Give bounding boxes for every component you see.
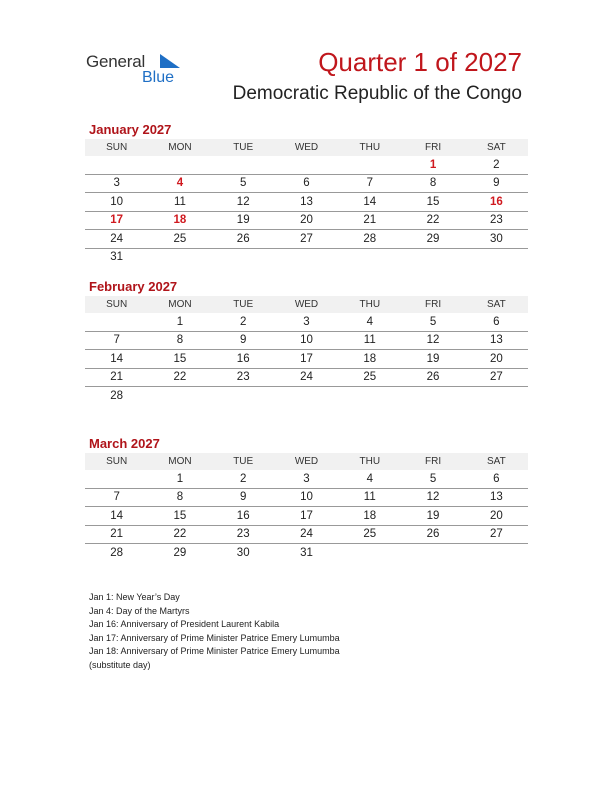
day-cell: 2: [212, 313, 275, 331]
weekday-header: TUE: [212, 453, 275, 470]
weekday-header: TUE: [212, 139, 275, 156]
day-cell: 4: [148, 174, 211, 193]
day-cell: 15: [148, 507, 211, 526]
weekday-header: MON: [148, 139, 211, 156]
day-cell: [275, 248, 338, 266]
week-row: [85, 488, 528, 507]
day-cell: 20: [465, 350, 528, 369]
month-title: February 2027: [89, 279, 178, 294]
day-cell: 13: [465, 488, 528, 507]
day-cell: 23: [465, 211, 528, 230]
day-cell: 3: [275, 313, 338, 331]
day-cell: [275, 387, 338, 405]
weekday-header: SUN: [85, 453, 148, 470]
day-cell: 26: [212, 230, 275, 249]
day-cell: 6: [275, 174, 338, 193]
day-cell: [148, 156, 211, 174]
day-cell: [465, 387, 528, 405]
day-cell: 29: [173, 546, 187, 559]
weekday-header-row: [85, 296, 528, 313]
holiday-note: Jan 18: Anniversary of Prime Minister Patrice Emery Lumumba: [89, 646, 340, 656]
day-cell: 1: [148, 470, 211, 488]
weekday-header: THU: [338, 296, 401, 313]
day-cell: 25: [338, 525, 401, 544]
holiday-note: Jan 17: Anniversary of Prime Minister Patrice Emery Lumumba: [89, 632, 340, 643]
day-cell: 27: [275, 230, 338, 249]
day-cell: 12: [401, 488, 464, 507]
day-cell: 26: [401, 525, 464, 544]
week-row: [85, 331, 528, 350]
weekday-header: WED: [275, 453, 338, 470]
day-cell: 2: [212, 470, 275, 488]
country-name: Democratic Republic of the Congo: [232, 83, 522, 104]
day-cell: [465, 248, 528, 266]
weekday-header: THU: [338, 139, 401, 156]
day-cell: 24: [275, 525, 338, 544]
day-cell: 28: [110, 389, 124, 402]
day-cell: 31: [110, 251, 124, 264]
weekday-header: FRI: [401, 453, 464, 470]
day-cell: [212, 248, 275, 266]
day-cell: 14: [338, 193, 401, 212]
weekday-header: SAT: [465, 139, 528, 156]
day-cell: [148, 387, 211, 405]
day-cell: 12: [401, 331, 464, 350]
day-cell: 1: [148, 313, 211, 331]
day-cell: 7: [85, 488, 148, 507]
day-cell: 20: [275, 211, 338, 230]
day-cell: 30: [236, 546, 250, 559]
day-cell: 1: [401, 156, 464, 174]
day-cell: [401, 248, 464, 266]
weekday-header: WED: [275, 139, 338, 156]
day-cell: 24: [85, 230, 148, 249]
day-cell: 4: [338, 313, 401, 331]
day-cell: 20: [465, 507, 528, 526]
day-cell: 21: [85, 368, 148, 387]
day-cell: 23: [212, 525, 275, 544]
day-cell: 19: [401, 350, 464, 369]
page-title: Quarter 1 of 2027: [318, 47, 522, 77]
day-cell: 10: [275, 488, 338, 507]
day-cell: 15: [401, 193, 464, 212]
day-cell: 14: [85, 507, 148, 526]
day-cell: 19: [212, 211, 275, 230]
day-cell: 10: [275, 331, 338, 350]
day-cell: [465, 544, 528, 562]
day-cell: 8: [401, 174, 464, 193]
month-march: [85, 435, 528, 562]
month-february: [85, 278, 528, 405]
month-title: March 2027: [89, 436, 160, 451]
day-cell: 10: [85, 193, 148, 212]
weekday-header: SUN: [85, 139, 148, 156]
day-cell: 8: [148, 488, 211, 507]
day-cell: 21: [338, 211, 401, 230]
calendar-grid: [85, 296, 528, 405]
month-title: January 2027: [89, 122, 172, 137]
logo-triangle-icon: [160, 54, 180, 70]
day-cell: 3: [275, 470, 338, 488]
day-cell: 13: [465, 331, 528, 350]
day-cell: 22: [148, 525, 211, 544]
day-cell: 5: [401, 313, 464, 331]
weekday-header: WED: [275, 296, 338, 313]
week-row: [85, 211, 528, 230]
day-cell: 6: [465, 470, 528, 488]
day-cell: [401, 387, 464, 405]
week-row: [85, 313, 528, 331]
day-cell: 22: [148, 368, 211, 387]
day-cell: 27: [465, 525, 528, 544]
day-cell: 21: [85, 525, 148, 544]
holiday-note: Jan 16: Anniversary of President Laurent Kabila: [89, 619, 280, 629]
logo-text-blue: Blue: [142, 69, 175, 86]
day-cell: [338, 544, 401, 562]
day-cell: 8: [148, 331, 211, 350]
day-cell: 17: [275, 350, 338, 369]
day-cell: 26: [401, 368, 464, 387]
day-cell: [85, 470, 148, 488]
weekday-header: SAT: [465, 453, 528, 470]
day-cell: 28: [110, 546, 124, 559]
day-cell: 17: [275, 507, 338, 526]
day-cell: 16: [465, 193, 528, 212]
day-cell: 7: [85, 331, 148, 350]
week-row: [85, 387, 528, 405]
day-cell: 9: [212, 331, 275, 350]
day-cell: 22: [401, 211, 464, 230]
week-row: [85, 174, 528, 193]
weekday-header-row: [85, 139, 528, 156]
week-row: [85, 193, 528, 212]
weekday-header: SAT: [465, 296, 528, 313]
day-cell: 25: [338, 368, 401, 387]
day-cell: 3: [85, 174, 148, 193]
month-january: [85, 121, 528, 266]
week-row: [85, 230, 528, 249]
day-cell: 28: [338, 230, 401, 249]
day-cell: 6: [465, 313, 528, 331]
week-row: [85, 470, 528, 488]
day-cell: 14: [85, 350, 148, 369]
day-cell: 30: [465, 230, 528, 249]
day-cell: 11: [338, 488, 401, 507]
weekday-header: MON: [148, 453, 211, 470]
day-cell: [148, 248, 211, 266]
day-cell: 29: [401, 230, 464, 249]
day-cell: 24: [275, 368, 338, 387]
day-cell: [338, 248, 401, 266]
calendar-grid: [85, 139, 528, 266]
day-cell: 15: [148, 350, 211, 369]
day-cell: [338, 156, 401, 174]
day-cell: [85, 156, 148, 174]
day-cell: [401, 544, 464, 562]
week-row: [85, 248, 528, 266]
weekday-header: FRI: [401, 296, 464, 313]
weekday-header: FRI: [401, 139, 464, 156]
logo-text-general: General: [86, 52, 146, 71]
day-cell: 9: [212, 488, 275, 507]
day-cell: 17: [85, 211, 148, 230]
day-cell: [85, 313, 148, 331]
week-row: [85, 368, 528, 387]
week-row: [85, 525, 528, 544]
day-cell: 16: [212, 350, 275, 369]
day-cell: [275, 156, 338, 174]
day-cell: 9: [465, 174, 528, 193]
weekday-header: MON: [148, 296, 211, 313]
day-cell: 23: [212, 368, 275, 387]
day-cell: 13: [275, 193, 338, 212]
calendar-grid: [85, 453, 528, 562]
generalblue-logo: [86, 52, 186, 92]
week-row: [85, 350, 528, 369]
weekday-header: SUN: [85, 296, 148, 313]
day-cell: [212, 156, 275, 174]
weekday-header: TUE: [212, 296, 275, 313]
holiday-note: Jan 1: New Year’s Day: [89, 592, 180, 602]
day-cell: 5: [401, 470, 464, 488]
day-cell: [212, 387, 275, 405]
day-cell: 2: [465, 156, 528, 174]
day-cell: 11: [338, 331, 401, 350]
week-row: [85, 156, 528, 174]
holiday-note: (substitute day): [89, 659, 151, 670]
day-cell: 7: [338, 174, 401, 193]
day-cell: 4: [338, 470, 401, 488]
weekday-header-row: [85, 453, 528, 470]
day-cell: 16: [212, 507, 275, 526]
day-cell: 27: [465, 368, 528, 387]
holiday-notes: [89, 591, 340, 672]
day-cell: 31: [300, 546, 313, 559]
day-cell: 12: [212, 193, 275, 212]
holiday-note: Jan 4: Day of the Martyrs: [89, 605, 190, 616]
day-cell: 18: [148, 211, 211, 230]
week-row: [85, 544, 528, 562]
day-cell: 18: [338, 350, 401, 369]
day-cell: 11: [148, 193, 211, 212]
day-cell: [338, 387, 401, 405]
day-cell: 5: [212, 174, 275, 193]
day-cell: 19: [401, 507, 464, 526]
day-cell: 25: [148, 230, 211, 249]
week-row: [85, 507, 528, 526]
weekday-header: THU: [338, 453, 401, 470]
day-cell: 18: [338, 507, 401, 526]
